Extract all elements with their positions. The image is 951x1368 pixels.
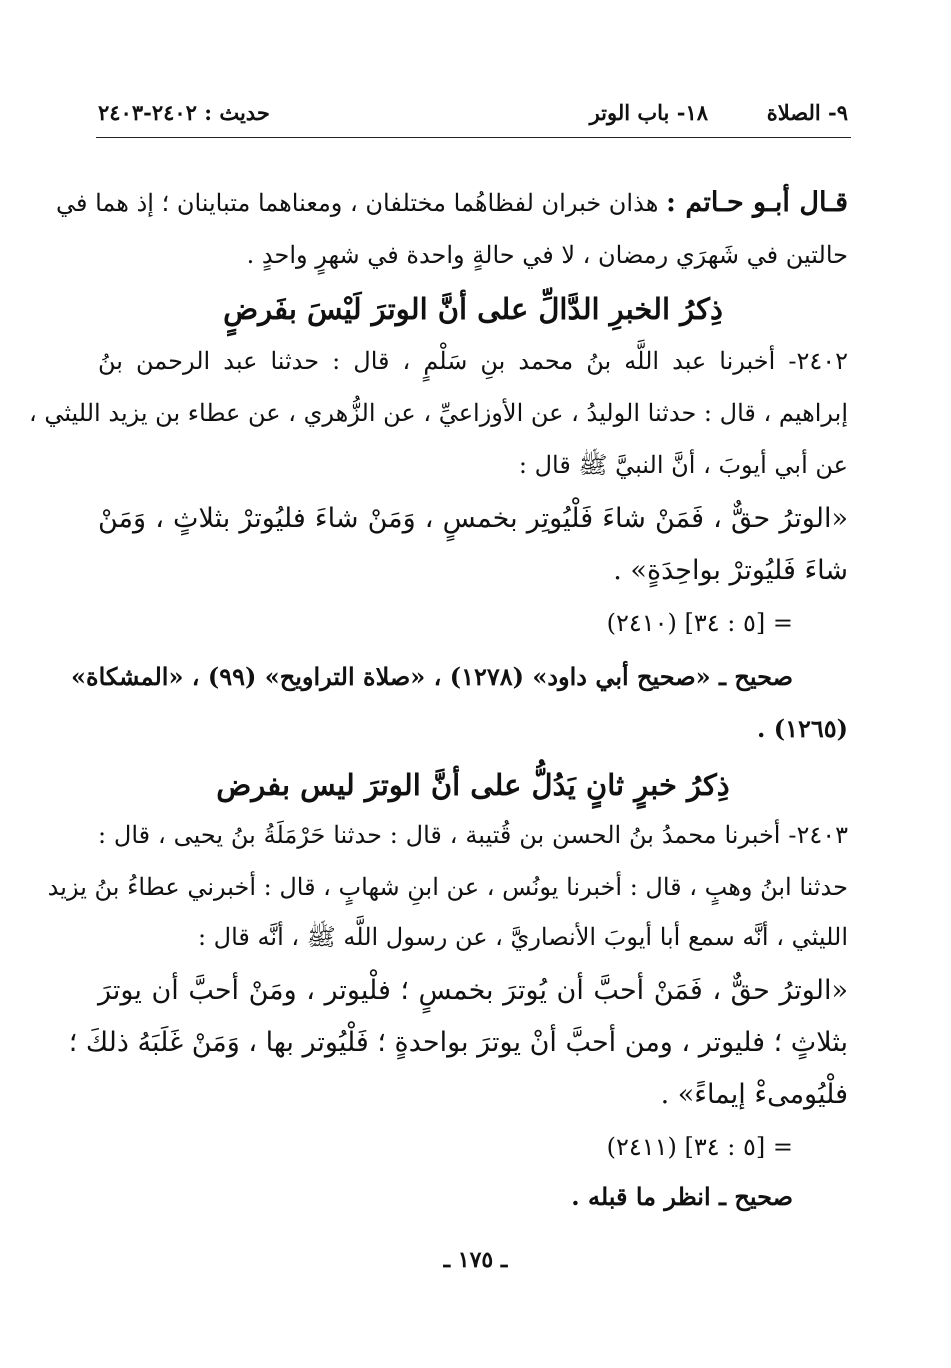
para1-line1-text: هذان خبران لفظاهُما مختلفان ، ومعناهما متباينان ؛ إذ هما في	[56, 189, 659, 217]
hadith-2402-grade-line1: صحيح ـ «صحيح أبي داود» (١٢٧٨) ، «صلاة التراويح» (٩٩) ، «المشكاة»	[71, 662, 793, 691]
section-heading-1: ذِكرُ الخبرِ الدَّالِّ على أنَّ الوترَ لَيْسَ بفَرضٍ	[223, 292, 723, 326]
para1-line1	[56, 178, 848, 228]
header-rule	[96, 137, 851, 138]
page-number: ـ ١٧٥ ـ	[443, 1247, 508, 1273]
header-hadith-range: حديث : ٢٤٠٢-٢٤٠٣	[98, 100, 270, 125]
hadith-2402-matn-line2: شاءَ فَليُوترْ بواحِدَةٍ» .	[613, 555, 848, 586]
hadith-2402-matn-line1: «الوترُ حقٌّ ، فَمَنْ شاءَ فَلْيُوتِر بخمسٍ ، وَمَنْ شاءَ فليُوترْ بثلاثٍ ، وَمَنْ	[98, 503, 848, 534]
header-book-title: ٩- الصلاة	[766, 100, 848, 125]
hadith-2402-line3: عن أبي أيوبَ ، أنَّ النبيَّ ﷺ قال :	[518, 451, 848, 479]
header-chapter-title: ١٨- باب الوتر	[589, 100, 708, 125]
hadith-2402-grade-line2: (١٢٦٥) .	[757, 714, 848, 743]
hadith-2402-line2: إبراهيم ، قال : حدثنا الوليدُ ، عن الأوزاعيِّ ، عن الزُّهري ، عن عطاء بن يزيد الليثي ،	[28, 399, 848, 427]
hadith-2402-line1: ٢٤٠٢- أخبرنا عبد اللَّه بنُ محمد بنِ سَلْمٍ ، قال : حدثنا عبد الرحمن بنُ	[98, 347, 848, 375]
hadith-2402-reference: = [٥ : ٣٤] (٢٤١٠)	[606, 609, 793, 637]
section-heading-2: ذِكرُ خبرٍ ثانٍ يَدُلُّ على أنَّ الوترَ ليس بفرض	[216, 768, 730, 802]
hadith-2403-line3: الليثي ، أنَّه سمع أبا أيوبَ الأنصاريَّ ، عن رسول اللَّه ﷺ ، أنَّه قال :	[197, 923, 848, 951]
hadith-2403-matn-line2: بثلاثٍ ؛ فليوتر ، ومن أحبَّ أنْ يوترَ بواحدةٍ ؛ فَلْيُوتر بها ، وَمَنْ غَلَبَهُ ذلكَ ؛	[68, 1027, 848, 1058]
hadith-2403-line1: ٢٤٠٣- أخبرنا محمدُ بنُ الحسن بن قُتيبة ، قال : حدثنا حَرْمَلَةُ بنُ يحيى ، قال :	[98, 821, 848, 849]
hadith-2403-reference: = [٥ : ٣٤] (٢٤١١)	[606, 1133, 793, 1161]
para1-line2: حالتين في شَهرَي رمضان ، لا في حالةٍ واحدة في شهرٍ واحدٍ .	[246, 241, 848, 269]
hadith-2403-matn-line3: فلْيُومىءْ إيماءً» .	[660, 1079, 848, 1110]
hadith-2403-matn-line1: «الوترُ حقٌّ ، فَمَنْ أحبَّ أن يُوترَ بخمسٍ ؛ فلْيوتر ، ومَنْ أحبَّ أن يوترَ	[98, 975, 848, 1006]
hadith-2403-line2: حدثنا ابنُ وهبٍ ، قال : أخبرنا يونُس ، عن ابنِ شهابٍ ، قال : أخبرني عطاءُ بنُ يزيد	[47, 873, 848, 901]
hadith-2403-grade: صحيح ـ انظر ما قبله .	[571, 1182, 793, 1211]
speaker-label: قـال أبـو حـاتم :	[665, 187, 848, 218]
